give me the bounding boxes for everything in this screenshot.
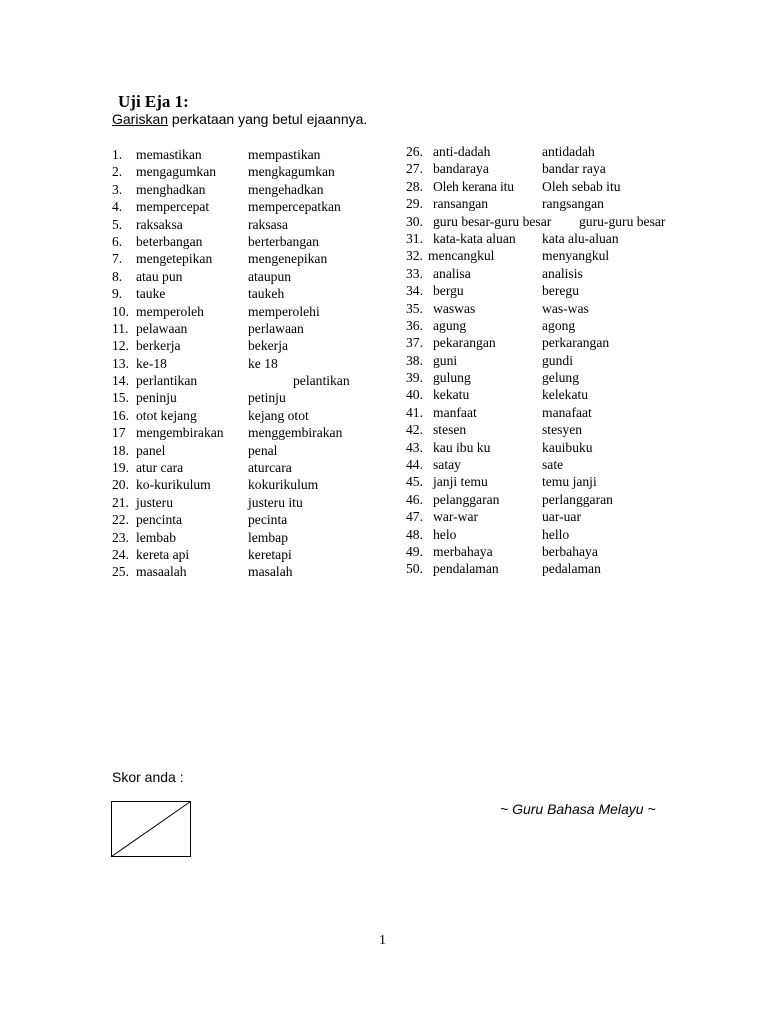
word-option-b: manafaat: [542, 404, 592, 420]
word-option-a: guni: [433, 352, 458, 368]
word-option-b: petinju: [248, 390, 286, 406]
item-number: 15.: [112, 390, 129, 406]
item-number: 20.: [112, 477, 129, 493]
item-number: 50.: [406, 561, 423, 577]
word-option-b: bandar raya: [542, 161, 606, 177]
word-option-b: aturcara: [248, 460, 292, 476]
word-option-a: menghadkan: [136, 181, 206, 197]
word-option-b: pecinta: [248, 512, 288, 528]
word-option-b: raksasa: [248, 216, 289, 232]
instruction: [112, 111, 367, 127]
word-option-a: mencangkul: [428, 248, 495, 264]
word-option-b: berbahaya: [542, 543, 598, 559]
word-option-a: bergu: [433, 283, 464, 299]
word-option-b: kejang otot: [248, 407, 309, 423]
item-number: 1.: [112, 147, 123, 162]
item-number: 6.: [112, 233, 123, 249]
item-number: 35.: [406, 300, 423, 316]
word-option-b: hello: [542, 526, 570, 542]
item-number: 9.: [112, 286, 123, 302]
item-number: 14.: [112, 373, 129, 389]
word-option-b: lembap: [248, 529, 289, 545]
word-option-a: guru besar-guru besar: [433, 213, 552, 229]
word-option-b: keretapi: [248, 546, 292, 562]
item-number: 21.: [112, 494, 129, 510]
item-number: 30.: [406, 213, 423, 229]
item-number: 40.: [406, 387, 423, 403]
item-number: 41.: [406, 404, 423, 420]
item-number: 32.: [406, 248, 423, 264]
word-option-a: pekarangan: [433, 335, 496, 351]
item-number: 7.: [112, 251, 123, 267]
word-option-b: stesyen: [542, 422, 583, 438]
item-number: 18.: [112, 442, 129, 458]
word-option-a: anti-dadah: [433, 144, 491, 159]
word-option-a: kereta api: [136, 546, 190, 562]
item-number: 2.: [112, 164, 123, 180]
word-option-a: ransangan: [433, 196, 489, 212]
instruction-text: perkataan yang betul ejaannya.: [168, 111, 368, 127]
word-option-b: bekerja: [248, 338, 288, 354]
word-option-b: taukeh: [248, 286, 285, 302]
word-option-a: bandaraya: [433, 161, 489, 177]
word-option-b: pedalaman: [542, 561, 601, 577]
word-option-b: pelantikan: [293, 373, 350, 389]
word-option-a: perlantikan: [136, 373, 198, 389]
word-option-a: agung: [433, 317, 467, 333]
word-option-b: mempastikan: [248, 147, 321, 162]
word-option-b: rangsangan: [542, 196, 604, 212]
word-option-a: pendalaman: [433, 561, 499, 577]
item-number: 23.: [112, 529, 129, 545]
word-option-a: satay: [433, 457, 461, 473]
word-option-a: kata-kata aluan: [433, 230, 516, 246]
word-option-a: mengetepikan: [136, 251, 213, 267]
item-number: 19.: [112, 460, 129, 476]
item-number: 11.: [112, 320, 129, 336]
word-option-b: perlawaan: [248, 320, 304, 336]
word-option-b: kata alu-aluan: [542, 230, 619, 246]
item-number: 22.: [112, 512, 129, 528]
word-option-a: lembab: [136, 529, 177, 545]
word-option-b: mengkagumkan: [248, 164, 335, 180]
item-number: 46.: [406, 491, 423, 507]
worksheet-title: Uji Eja 1:: [118, 92, 189, 111]
word-option-a: gulung: [433, 370, 471, 386]
word-option-b: penal: [248, 442, 278, 458]
word-option-b: Oleh sebab itu: [542, 178, 621, 194]
teacher-signature: ~ Guru Bahasa Melayu ~: [500, 801, 656, 817]
word-option-b: memperolehi: [248, 303, 320, 319]
word-option-a: war-war: [433, 509, 479, 525]
word-option-a: pelanggaran: [433, 491, 500, 507]
word-option-b: guru-guru besar: [579, 213, 666, 229]
word-option-a: kekatu: [433, 387, 470, 403]
word-option-b: beregu: [542, 283, 579, 299]
word-option-b: menyangkul: [542, 248, 610, 264]
item-number: 27.: [406, 161, 423, 177]
word-option-b: agong: [542, 317, 576, 333]
item-number: 13.: [112, 355, 129, 371]
item-number: 16.: [112, 407, 129, 423]
word-option-b: perlanggaran: [542, 491, 613, 507]
score-label: Skor anda :: [112, 769, 184, 785]
word-option-a: otot kejang: [136, 407, 197, 423]
item-number: 26.: [406, 144, 423, 159]
item-number: 39.: [406, 370, 423, 386]
word-option-b: uar-uar: [542, 509, 581, 525]
item-number: 49.: [406, 543, 423, 559]
item-number: 43.: [406, 439, 423, 455]
word-option-b: ataupun: [248, 268, 292, 284]
word-option-b: menggembirakan: [248, 425, 343, 441]
item-number: 3.: [112, 181, 123, 197]
item-number: 5.: [112, 216, 123, 232]
item-number: 47.: [406, 509, 423, 525]
word-option-a: memastikan: [136, 147, 202, 162]
word-option-b: berterbangan: [248, 233, 319, 249]
word-option-a: Oleh kerana itu: [433, 178, 514, 194]
word-option-b: kelekatu: [542, 387, 589, 403]
item-number: 44.: [406, 457, 423, 473]
item-number: 28.: [406, 178, 423, 194]
word-option-b: analisis: [542, 265, 583, 281]
item-number: 45.: [406, 474, 423, 490]
word-option-a: justeru: [136, 494, 173, 510]
item-number: 10.: [112, 303, 129, 319]
word-option-a: ko-kurikulum: [136, 477, 211, 493]
item-number: 36.: [406, 317, 423, 333]
word-option-a: mempercepat: [136, 199, 210, 215]
item-number: 33.: [406, 265, 423, 281]
word-option-b: mempercepatkan: [248, 199, 341, 215]
word-option-b: masalah: [248, 564, 293, 580]
word-option-a: berkerja: [136, 338, 181, 354]
word-option-a: panel: [136, 442, 166, 458]
word-option-a: kau ibu ku: [433, 439, 491, 455]
word-option-b: kauibuku: [542, 439, 593, 455]
word-option-b: perkarangan: [542, 335, 610, 351]
item-number: 4.: [112, 199, 123, 215]
word-option-a: helo: [433, 526, 457, 542]
word-option-b: sate: [542, 457, 564, 473]
word-option-a: peninju: [136, 390, 177, 406]
word-option-b: temu janji: [542, 474, 597, 490]
word-option-b: ke 18: [248, 355, 278, 371]
word-option-a: analisa: [433, 265, 471, 281]
word-option-b: was-was: [542, 300, 589, 316]
word-option-a: atur cara: [136, 460, 184, 476]
word-option-a: beterbangan: [136, 233, 203, 249]
word-option-a: raksaksa: [136, 216, 183, 232]
word-option-a: masaalah: [136, 564, 187, 580]
word-option-a: janji temu: [433, 474, 488, 490]
word-option-a: merbahaya: [433, 543, 493, 559]
word-option-b: antidadah: [542, 144, 595, 159]
word-option-a: mengembirakan: [136, 425, 224, 441]
word-option-a: memperoleh: [136, 303, 204, 319]
word-option-a: pelawaan: [136, 320, 188, 336]
item-number: 29.: [406, 196, 423, 212]
word-option-b: kokurikulum: [248, 477, 319, 493]
word-option-a: manfaat: [433, 404, 477, 420]
word-option-a: pencinta: [136, 512, 183, 528]
word-option-b: mengehadkan: [248, 181, 324, 197]
word-option-b: gundi: [542, 352, 573, 368]
page-number: 1: [379, 933, 386, 948]
word-option-a: mengagumkan: [136, 164, 217, 180]
item-number: 34.: [406, 283, 423, 299]
item-number: 17: [112, 425, 126, 441]
item-number: 42.: [406, 422, 423, 438]
item-number: 48.: [406, 526, 423, 542]
word-option-a: stesen: [433, 422, 467, 438]
item-number: 37.: [406, 335, 423, 351]
word-option-a: atau pun: [136, 268, 183, 284]
word-option-b: gelung: [542, 370, 579, 386]
instruction-underlined: Gariskan: [112, 111, 169, 127]
item-number: 8.: [112, 268, 123, 284]
item-number: 12.: [112, 338, 129, 354]
word-option-a: tauke: [136, 286, 166, 302]
item-number: 25.: [112, 564, 129, 580]
score-box: [111, 801, 191, 857]
item-number: 38.: [406, 352, 423, 368]
word-option-b: mengenepikan: [248, 251, 328, 267]
item-number: 24.: [112, 546, 129, 562]
item-number: 31.: [406, 230, 423, 246]
word-option-a: waswas: [433, 300, 476, 316]
word-option-a: ke-18: [136, 355, 167, 371]
word-option-b: justeru itu: [248, 494, 303, 510]
